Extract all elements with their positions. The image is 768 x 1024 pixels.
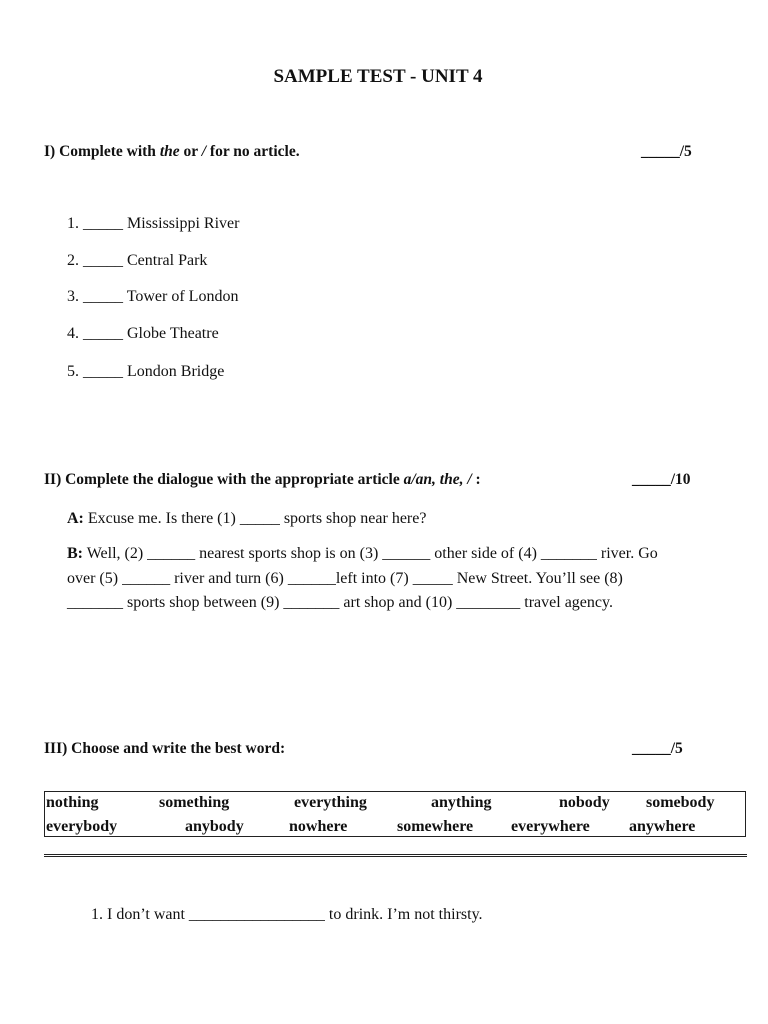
list-item: 5. _____ London Bridge	[67, 363, 225, 380]
section-3-score: _____/5	[632, 740, 683, 757]
list-item: 2. _____ Central Park	[67, 252, 208, 269]
double-divider	[44, 854, 747, 857]
word-bank-word: anybody	[185, 818, 244, 835]
section-2-heading-pre: II) Complete the dialogue with the appropriate article	[44, 471, 404, 488]
word-bank-word: anything	[431, 794, 492, 811]
section-2-score: _____/10	[632, 471, 691, 488]
list-item: 1. _____ Mississippi River	[67, 215, 240, 232]
section-2-heading-post: :	[471, 471, 481, 488]
list-item: 3. _____ Tower of London	[67, 288, 239, 305]
word-bank-box	[44, 791, 746, 837]
word-bank-word: everywhere	[511, 818, 590, 835]
dialogue-line-b-2: over (5) ______ river and turn (6) ______left into (7) _____ New Street. You’ll see (8)	[67, 570, 623, 587]
section-2-heading	[44, 471, 481, 489]
dialogue-line-b-text-1: Well, (2) ______ nearest sports shop is on (3) ______ other side of (4) _______ river. Go	[83, 545, 658, 562]
dialogue-line-b-1	[67, 542, 658, 567]
page-title: SAMPLE TEST - UNIT 4	[273, 66, 483, 87]
section-1-heading-pre: I) Complete with	[44, 143, 160, 160]
dialogue-line-a	[67, 507, 426, 532]
speaker-b-label: B:	[67, 545, 83, 562]
word-bank-word: anywhere	[629, 818, 696, 835]
word-bank-word: everybody	[46, 818, 118, 835]
word-bank-row-1	[45, 794, 745, 816]
word-bank-word: somebody	[646, 794, 715, 811]
word-bank-word: somewhere	[397, 818, 474, 835]
section-1-heading-post: for no article.	[206, 143, 300, 160]
word-bank-word: everything	[294, 794, 367, 811]
section-3-heading: III) Choose and write the best word:	[44, 740, 286, 757]
section-1-score: _____/5	[641, 143, 692, 160]
word-bank-word: nobody	[559, 794, 610, 811]
question-1: 1. I don’t want _________________ to drink. I’m not thirsty.	[91, 906, 483, 923]
dialogue-line-b-3: _______ sports shop between (9) _______ art shop and (10) ________ travel agency.	[67, 594, 613, 611]
section-1-heading	[44, 143, 300, 161]
word-bank-word: nowhere	[289, 818, 348, 835]
section-1-heading-slash: /	[201, 143, 207, 160]
word-bank-word: something	[159, 794, 230, 811]
speaker-a-label: A:	[67, 510, 84, 527]
dialogue-line-a-text: Excuse me. Is there (1) _____ sports shop near here?	[83, 510, 427, 527]
section-2-heading-articles: a/an, the, /	[403, 471, 472, 488]
word-bank-word: nothing	[46, 794, 99, 811]
list-item: 4. _____ Globe Theatre	[67, 325, 219, 342]
section-1-heading-mid: or	[179, 143, 202, 160]
word-bank-row-2	[45, 818, 745, 840]
section-1-heading-the: the	[159, 143, 180, 160]
